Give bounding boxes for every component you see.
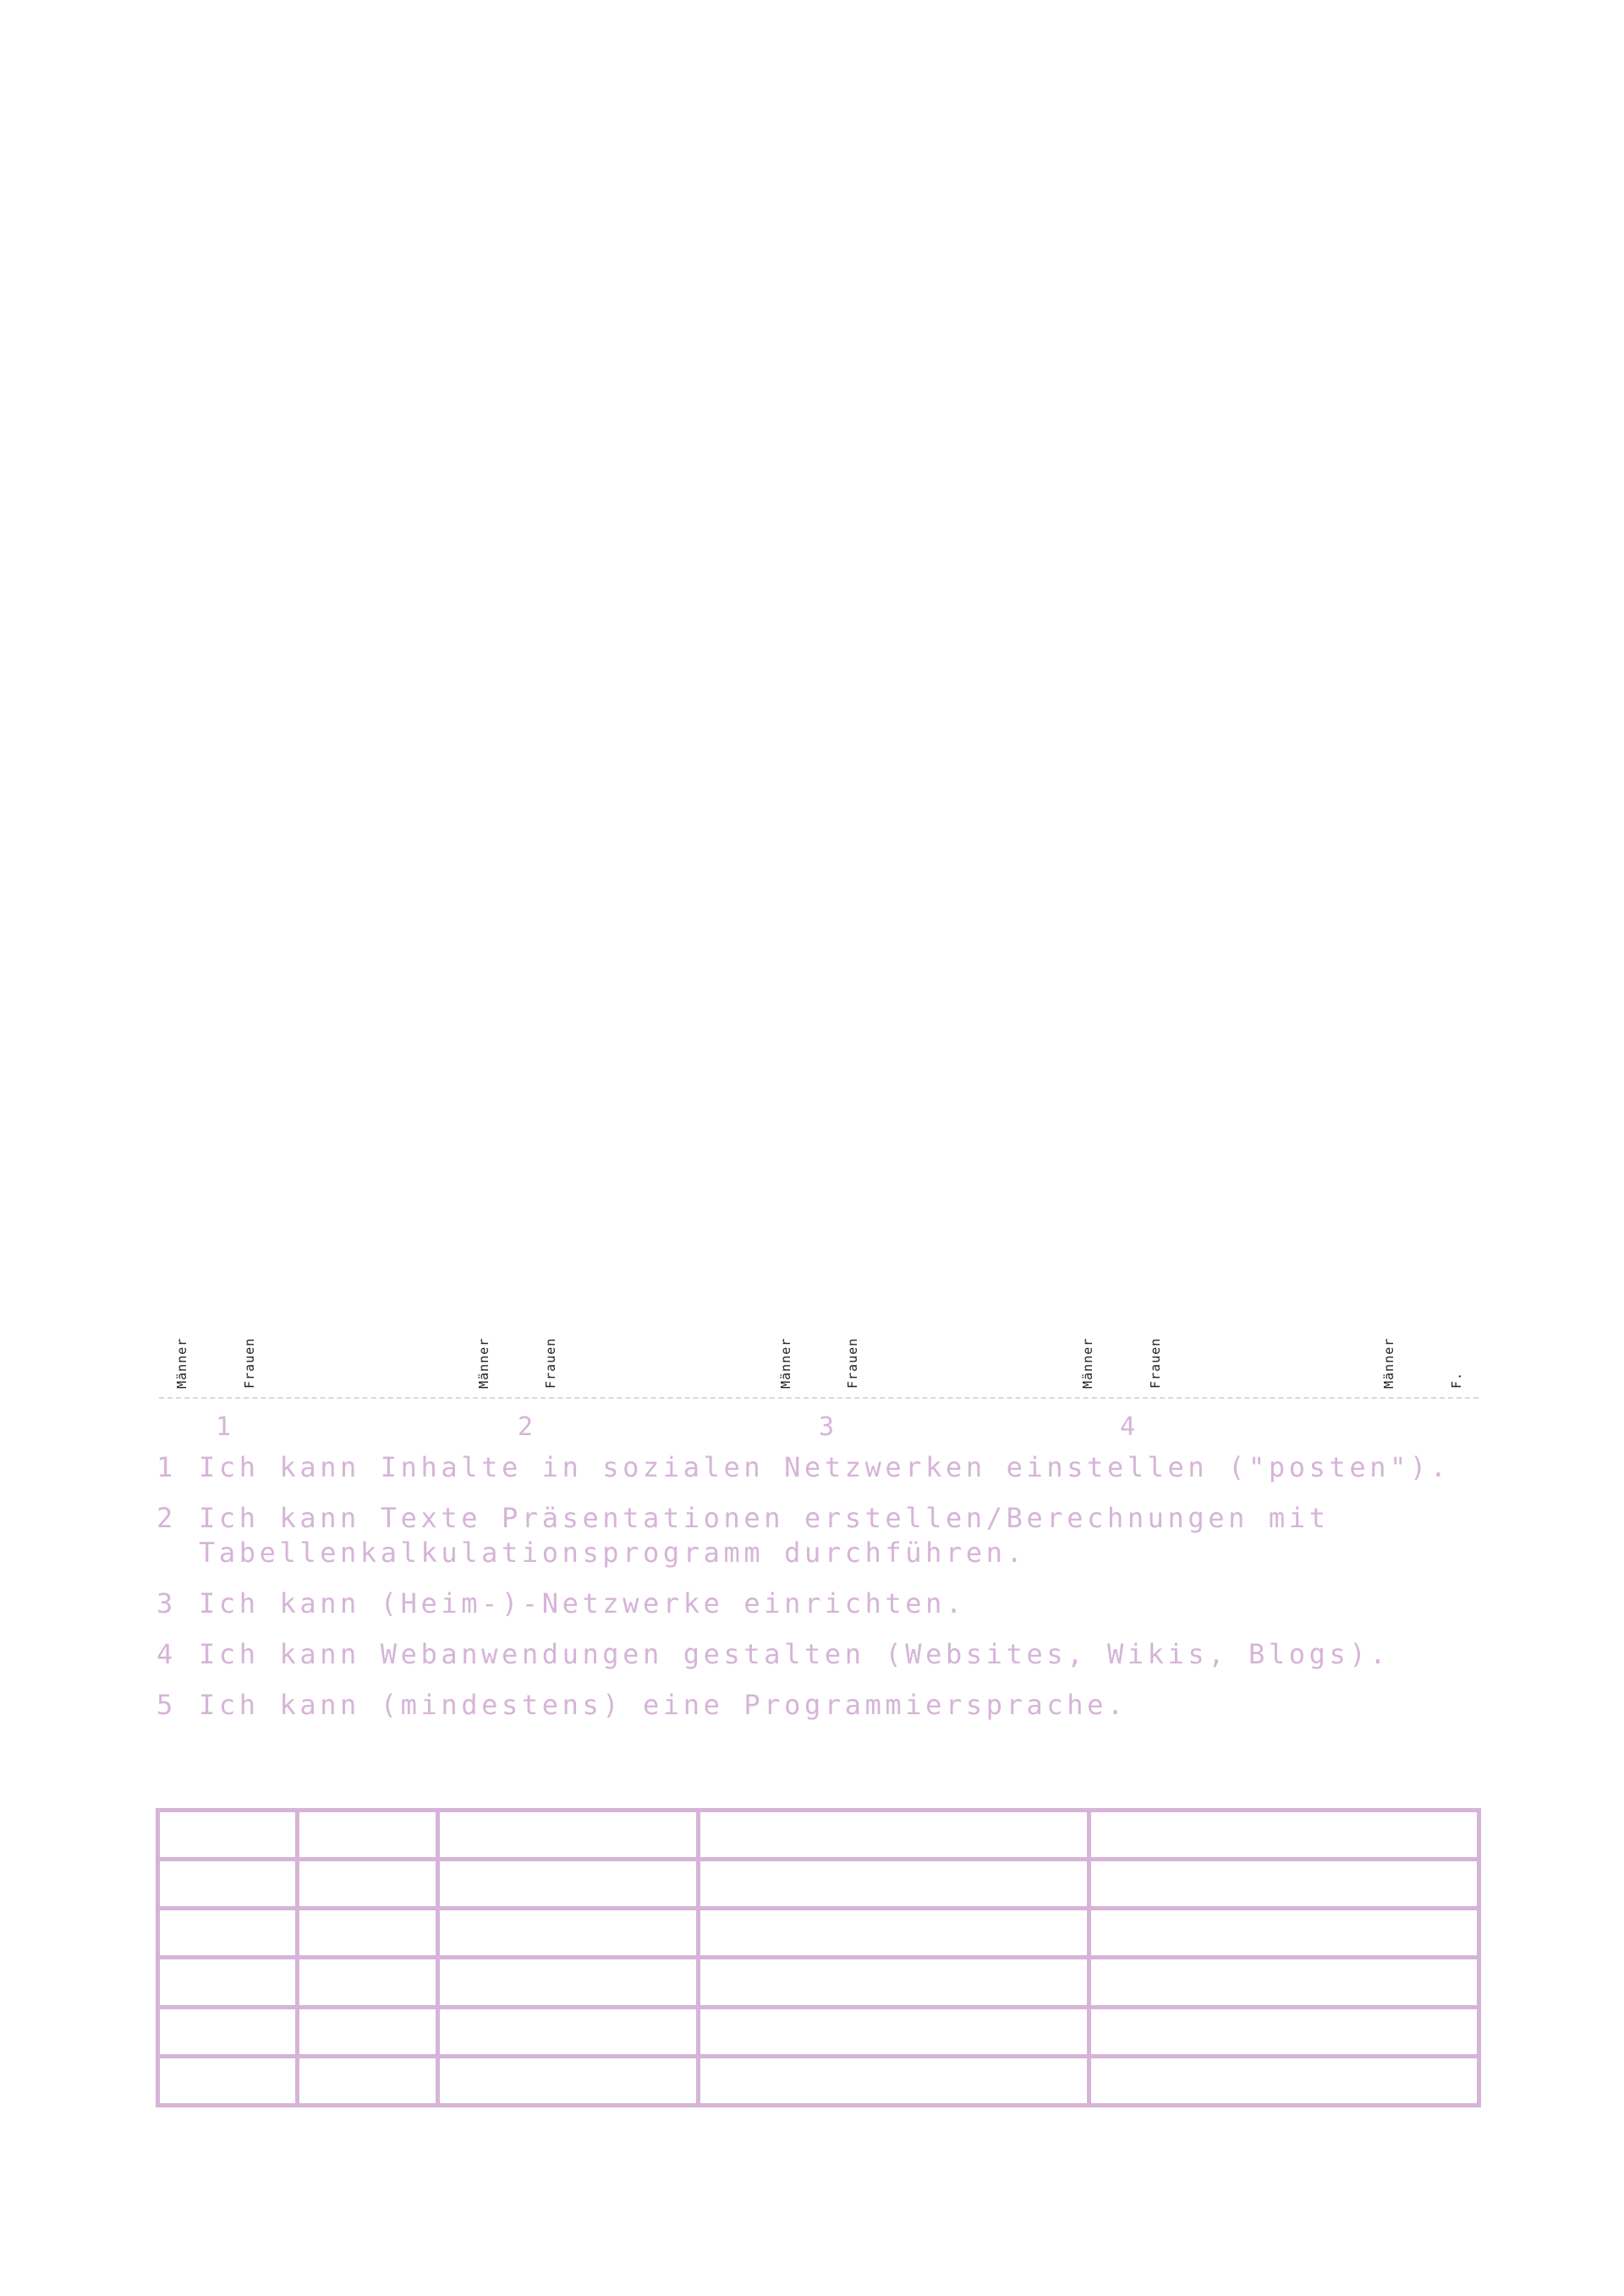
legend [156, 1450, 1493, 1739]
table-cell [438, 2056, 699, 2105]
legend-number: 2 [156, 1502, 177, 1534]
legend-text: Ich kann Webanwendungen gestalten (Websites, Wikis, Blogs). [199, 1638, 1391, 1670]
table-cell [158, 1958, 298, 2007]
legend-text: Ich kann (mindestens) eine Programmiersprache. [199, 1689, 1127, 1721]
table-cell [1089, 1958, 1479, 2007]
table-cell [438, 1909, 699, 1958]
table-cell [1089, 1909, 1479, 1958]
legend-item-4 [156, 1637, 1493, 1672]
table-cell [298, 2007, 438, 2056]
table-row [158, 1811, 1479, 1860]
group-number-3: 3 [819, 1412, 835, 1442]
table-cell [699, 2007, 1089, 2056]
table-cell [298, 1860, 438, 1909]
legend-text: Ich kann Texte Präsentationen erstellen/Berechnungen mit Tabellenkalkulationsprogramm durchführen. [199, 1502, 1330, 1569]
legend-text: Ich kann (Heim-)-Netzwerke einrichten. [199, 1587, 966, 1619]
gender-label-maenner-2: Männer [476, 1337, 491, 1389]
table-cell [699, 1909, 1089, 1958]
empty-table [156, 1808, 1481, 2107]
legend-number: 3 [156, 1587, 177, 1619]
table-cell [438, 1811, 699, 1860]
table-row [158, 1860, 1479, 1909]
group-number-1: 1 [216, 1412, 232, 1442]
legend-item-3 [156, 1586, 1493, 1621]
gender-label-maenner-4: Männer [1080, 1337, 1095, 1389]
table-cell [438, 2007, 699, 2056]
legend-number: 5 [156, 1689, 177, 1721]
gender-label-frauen-4: Frauen [1148, 1337, 1163, 1389]
gender-label-frauen-5-truncated: F. [1449, 1371, 1464, 1389]
table-cell [158, 1909, 298, 1958]
gender-label-frauen-3: Frauen [845, 1337, 860, 1389]
legend-number: 1 [156, 1451, 177, 1483]
table-cell [158, 2056, 298, 2105]
gender-label-maenner-5: Männer [1381, 1337, 1396, 1389]
table-cell [699, 1860, 1089, 1909]
table-cell [298, 1811, 438, 1860]
table-cell [438, 1958, 699, 2007]
legend-text: Ich kann Inhalte in sozialen Netzwerken einstellen ("posten"). [199, 1451, 1451, 1483]
table-cell [438, 1860, 699, 1909]
gender-label-frauen-1: Frauen [242, 1337, 257, 1389]
legend-item-1 [156, 1450, 1493, 1485]
group-number-2: 2 [518, 1412, 534, 1442]
chart-baseline [159, 1397, 1479, 1399]
table-cell [298, 2056, 438, 2105]
table-row [158, 2056, 1479, 2105]
table-cell [699, 1958, 1089, 2007]
legend-item-2 [156, 1501, 1493, 1570]
table-cell [1089, 2056, 1479, 2105]
table-row [158, 1909, 1479, 1958]
table-row [158, 1958, 1479, 2007]
table-cell [158, 1860, 298, 1909]
legend-number: 4 [156, 1638, 177, 1670]
chart-axis-labels [0, 1319, 1624, 1404]
table-cell [158, 1811, 298, 1860]
table-row [158, 2007, 1479, 2056]
table-cell [699, 2056, 1089, 2105]
table-cell [1089, 1860, 1479, 1909]
gender-label-frauen-2: Frauen [543, 1337, 558, 1389]
table-cell [298, 1958, 438, 2007]
group-number-4: 4 [1120, 1412, 1136, 1442]
gender-label-maenner-3: Männer [778, 1337, 793, 1389]
table-cell [158, 2007, 298, 2056]
table-cell [699, 1811, 1089, 1860]
gender-label-maenner-1: Männer [174, 1337, 189, 1389]
table-cell [1089, 1811, 1479, 1860]
table-cell [1089, 2007, 1479, 2056]
table-cell [298, 1909, 438, 1958]
legend-item-5 [156, 1688, 1493, 1723]
